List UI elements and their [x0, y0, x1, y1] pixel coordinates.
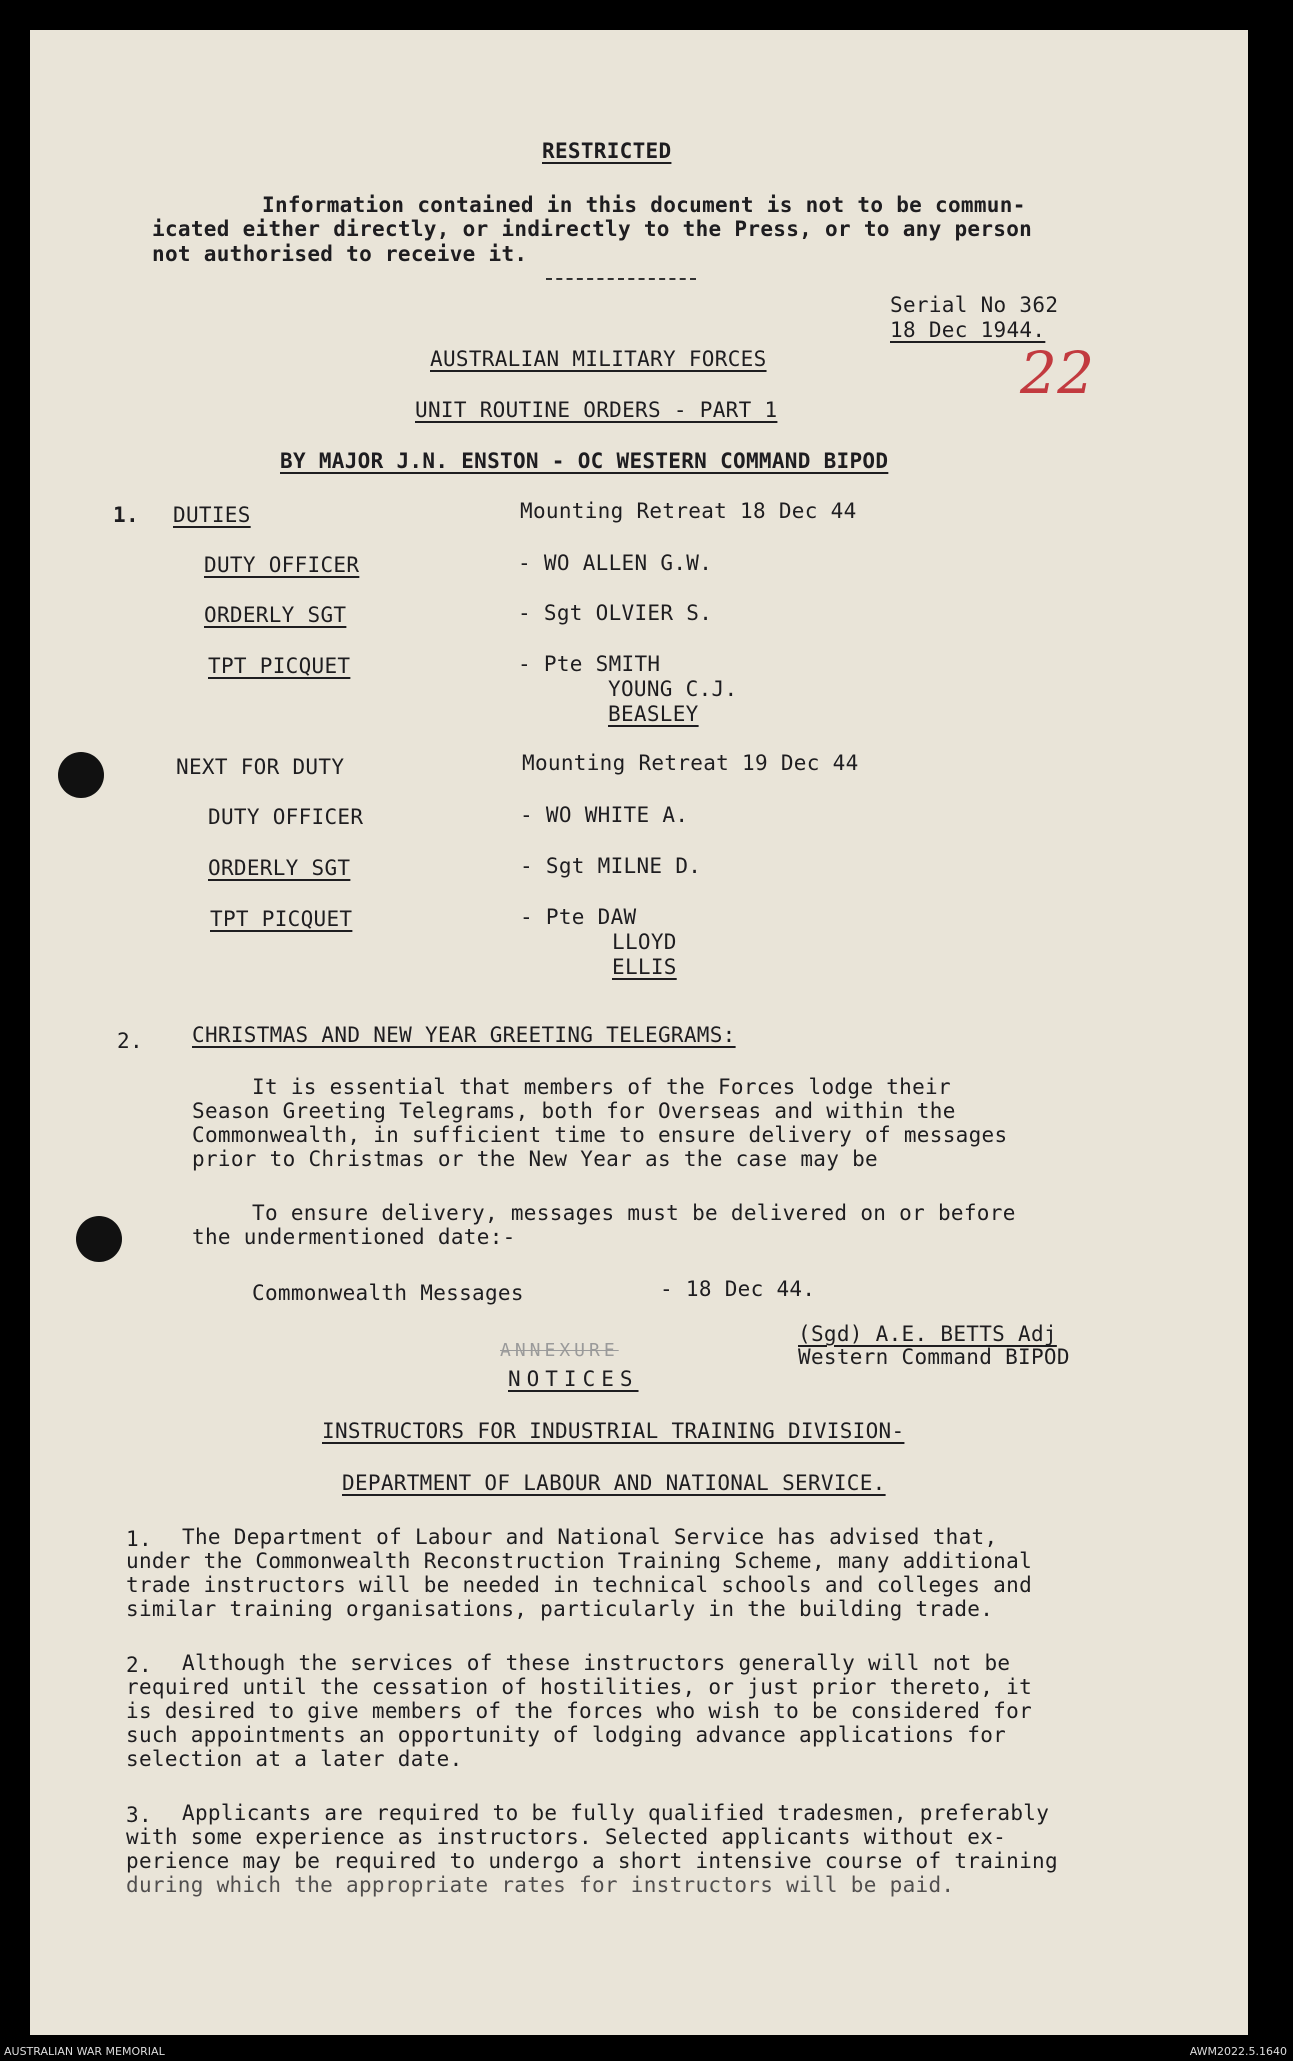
- footer-credit: AUSTRALIAN WAR MEMORIAL: [4, 2045, 165, 2058]
- by-line: BY MAJOR J.N. ENSTON - OC WESTERN COMMAND BIPOD: [280, 449, 889, 473]
- next-orderly-sgt-label: ORDERLY SGT: [208, 856, 351, 880]
- notice-item-2-line-2: required until the cessation of hostilities, or just prior thereto, it: [126, 1675, 1033, 1699]
- notice-item-2-line-4: such appointments an opportunity of lodging advance applications for: [126, 1723, 1007, 1747]
- punch-hole-upper: [58, 752, 104, 798]
- struck-heading: ANNEXURE: [500, 1340, 619, 1361]
- notices-heading: NOTICES: [508, 1367, 639, 1391]
- telegrams-para2-line1: To ensure delivery, messages must be delivered on or before: [252, 1201, 1016, 1225]
- restricted-heading: RESTRICTED: [542, 139, 672, 163]
- next-duty-mounting: Mounting Retreat 19 Dec 44: [522, 751, 859, 775]
- notice-line-3: not authorised to receive it.: [152, 242, 528, 266]
- telegrams-para1-line3: Commonwealth, in sufficient time to ensure delivery of messages: [192, 1123, 1008, 1147]
- punch-hole-lower: [76, 1216, 122, 1262]
- handwritten-number: 22: [1020, 339, 1095, 407]
- signature-unit: Western Command BIPOD: [798, 1345, 1070, 1369]
- telegrams-heading: CHRISTMAS AND NEW YEAR GREETING TELEGRAMS:: [192, 1023, 736, 1047]
- next-duty-officer-value: - WO WHITE A.: [520, 803, 689, 827]
- notice-line-1: Information contained in this document is not to be commun-: [262, 193, 1026, 217]
- notice-item-1-line-4: similar training organisations, particularly in the building trade.: [126, 1597, 994, 1621]
- orders-title: UNIT ROUTINE ORDERS - PART 1: [415, 398, 778, 422]
- duties-number: 1.: [113, 503, 139, 527]
- serial-number: Serial No 362: [890, 293, 1059, 317]
- telegrams-para1-line1: It is essential that members of the Forces lodge their: [252, 1075, 951, 1099]
- duties-mounting: Mounting Retreat 18 Dec 44: [520, 499, 857, 523]
- orderly-sgt-value: - Sgt OLVIER S.: [518, 601, 713, 625]
- notice-item-2-number: 2.: [126, 1653, 152, 1677]
- orderly-sgt-label: ORDERLY SGT: [204, 603, 347, 627]
- notice-item-1-number: 1.: [126, 1527, 152, 1551]
- next-picquet-line-3: ELLIS: [612, 955, 677, 979]
- notice-item-3-line-4: during which the appropriate rates for instructors will be paid.: [126, 1873, 955, 1897]
- serial-date: 18 Dec 1944.: [890, 318, 1046, 342]
- picquet-line-2: YOUNG C.J.: [608, 677, 738, 701]
- notices-sub-2: DEPARTMENT OF LABOUR AND NATIONAL SERVICE.: [342, 1471, 886, 1495]
- notice-item-3-line-1: Applicants are required to be fully qualified tradesmen, preferably: [182, 1801, 1050, 1825]
- notice-item-2-line-5: selection at a later date.: [126, 1747, 463, 1771]
- footer-accession: AWM2022.5.1640: [1189, 2045, 1287, 2058]
- messages-date: - 18 Dec 44.: [660, 1277, 816, 1301]
- telegrams-number: 2.: [117, 1029, 143, 1053]
- next-picquet-line-1: - Pte DAW: [520, 905, 637, 929]
- notices-sub-1: INSTRUCTORS FOR INDUSTRIAL TRAINING DIVISION-: [322, 1419, 905, 1443]
- separator-dashes: [546, 278, 696, 280]
- signature-signed: (Sgd) A.E. BETTS Adj: [798, 1322, 1057, 1346]
- picquet-line-3: BEASLEY: [608, 702, 699, 726]
- notice-item-1-line-3: trade instructors will be needed in technical schools and colleges and: [126, 1573, 1033, 1597]
- telegrams-para2-line2: the undermentioned date:-: [192, 1225, 516, 1249]
- next-orderly-sgt-value: - Sgt MILNE D.: [520, 854, 702, 878]
- next-duty-heading: NEXT FOR DUTY: [176, 755, 345, 779]
- notice-item-3-line-2: with some experience as instructors. Selected applicants without ex-: [126, 1825, 1007, 1849]
- telegrams-para1-line2: Season Greeting Telegrams, both for Overseas and within the: [192, 1099, 956, 1123]
- next-duty-officer-label: DUTY OFFICER: [208, 805, 364, 829]
- duties-heading: DUTIES: [173, 503, 251, 527]
- forces-title: AUSTRALIAN MILITARY FORCES: [430, 347, 767, 371]
- duty-officer-value: - WO ALLEN G.W.: [518, 551, 713, 575]
- notice-item-2-line-3: is desired to give members of the forces who wish to be considered for: [126, 1699, 1033, 1723]
- notice-item-3-line-3: perience may be required to undergo a short intensive course of training: [126, 1849, 1058, 1873]
- notice-line-2: icated either directly, or indirectly to the Press, or to any person: [152, 217, 1033, 241]
- tpt-picquet-label: TPT PICQUET: [208, 654, 351, 678]
- next-picquet-line-2: LLOYD: [612, 930, 677, 954]
- notice-item-3-number: 3.: [126, 1803, 152, 1827]
- notice-item-2-line-1: Although the services of these instructors generally will not be: [182, 1651, 1011, 1675]
- messages-label: Commonwealth Messages: [252, 1281, 524, 1305]
- telegrams-para1-line4: prior to Christmas or the New Year as the case may be: [192, 1147, 878, 1171]
- duty-officer-label: DUTY OFFICER: [204, 553, 360, 577]
- notice-item-1-line-2: under the Commonwealth Reconstruction Training Scheme, many additional: [126, 1549, 1033, 1573]
- document-page: [30, 30, 1248, 2035]
- next-tpt-picquet-label: TPT PICQUET: [210, 907, 353, 931]
- notice-item-1-line-1: The Department of Labour and National Service has advised that,: [182, 1525, 998, 1549]
- picquet-line-1: - Pte SMITH: [518, 652, 661, 676]
